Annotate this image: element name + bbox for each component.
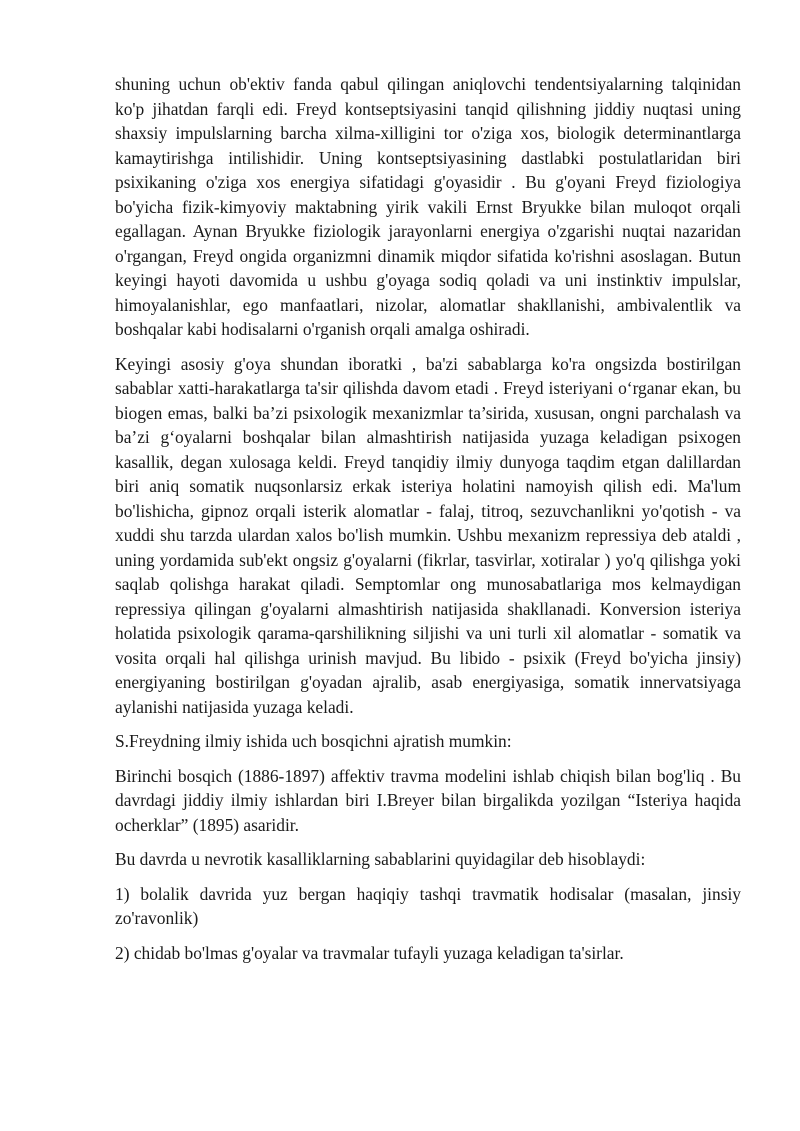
stages-intro-paragraph: S.Freydning ilmiy ishida uch bosqichni ajratish mumkin: bbox=[115, 731, 512, 751]
body-paragraph-1: shuning uchun ob'ektiv fanda qabul qilingan aniqlovchi tendentsiyalarning talqinidan ko'p jihatdan farqli edi. Freyd kontseptsiyasini tanqid qilishning jiddiy nuqtasi uning shaxsiy impulslarning barcha xilma-xilligini tor o'ziga xos, biologik determinantlarga kamaytirishga intilishidir. Uning kontseptsiyasining dastlabki postulatlaridan biri psixikaning o'ziga xos energiya sifatidagi g'oyasidir . Bu g'oyani Freyd fiziologiya bo'yicha fizik-kimyoviy maktabning yirik vakili Ernst Bryukke bilan muloqot orqali egallagan. Aynan Bryukke fiziologik jarayonlarni energiya o'zgarishi nuqtai nazaridan o'rgangan, Freyd ongida organizmni dinamik miqdor sifatida ko'rishni asoslagan. Butun keyingi hayoti davomida u ushbu g'oyaga sodiq qoladi va uni instinktiv impulslar, himoyalanishlar, ego manfaatlari, nizolar, alomatlar shakllanishi, ambivalentlik va boshqalar kabi hodisalarni o'rganish orqali amalga oshiradi. bbox=[115, 74, 741, 339]
causes-intro-paragraph: Bu davrda u nevrotik kasalliklarning sabablarini quyidagilar deb hisoblaydi: bbox=[115, 849, 646, 869]
document-page bbox=[115, 72, 741, 975]
cause-item-2: 2) chidab bo'lmas g'oyalar va travmalar tufayli yuzaga keladigan ta'sirlar. bbox=[115, 942, 624, 963]
first-stage-paragraph: Birinchi bosqich (1886-1897) affektiv travma modelini ishlab chiqish bilan bog'liq . Bu davrdagi jiddiy ilmiy ishlardan biri I.Breyer bilan birgalikda yozilgan “Isteriya haqida ocherklar” (1895) asaridir. bbox=[115, 765, 741, 835]
body-paragraph-2: Keyingi asosiy g'oya shundan iboratki , ba'zi sabablarga ko'ra ongsizda bostirilgan sabablar xatti-harakatlarga ta'sir qilishda davom etadi . Freyd isteriyani o‘rganar ekan, bu biogen emas, balki ba’zi psixologik mexanizmlar ta’sirida, xususan, ongni parchalash va ba’zi g‘oyalarni boshqalar bilan almashtirish natijasida yuzaga keladigan psixogen kasallik, degan xulosaga keldi. Freyd tanqidiy ilmiy dunyoga taqdim etgan dalillardan biri aniq somatik nuqsonlarsiz erkak isteriya holatini namoyish qilish edi. Ma'lum bo'lishicha, gipnoz orqali isterik alomatlar - falaj, titroq, sezuvchanlikni yo'qotish - va xuddi shu tarzda ulardan xalos bo'lish mumkin. Ushbu mexanizm repressiya deb ataldi , uning yordamida sub'ekt ongsiz g'oyalarni (fikrlar, tasvirlar, xotiralar ) yo'q qilishga yoki saqlab qolishga harakat qiladi. Semptomlar ong munosabatlariga mos kelmaydigan repressiya qilingan g'oyalarni almashtirish natijasida shakllanadi. Konversion isteriya holatida psixologik qarama-qarshilikning siljishi va uni turli xil alomatlar - somatik va vosita orqali hal qilishga urinish mavjud. Bu libido - psixik (Freyd bo'yicha jinsiy) energiyaning bostirilgan g'oyadan ajralib, asab energiyasiga, somatik innervatsiyaga aylanishi natijasida yuzaga keladi. bbox=[115, 353, 741, 717]
cause-item-1: 1) bolalik davrida yuz bergan haqiqiy tashqi travmatik hodisalar (masalan, jinsiy zo'ravonlik) bbox=[115, 883, 741, 928]
